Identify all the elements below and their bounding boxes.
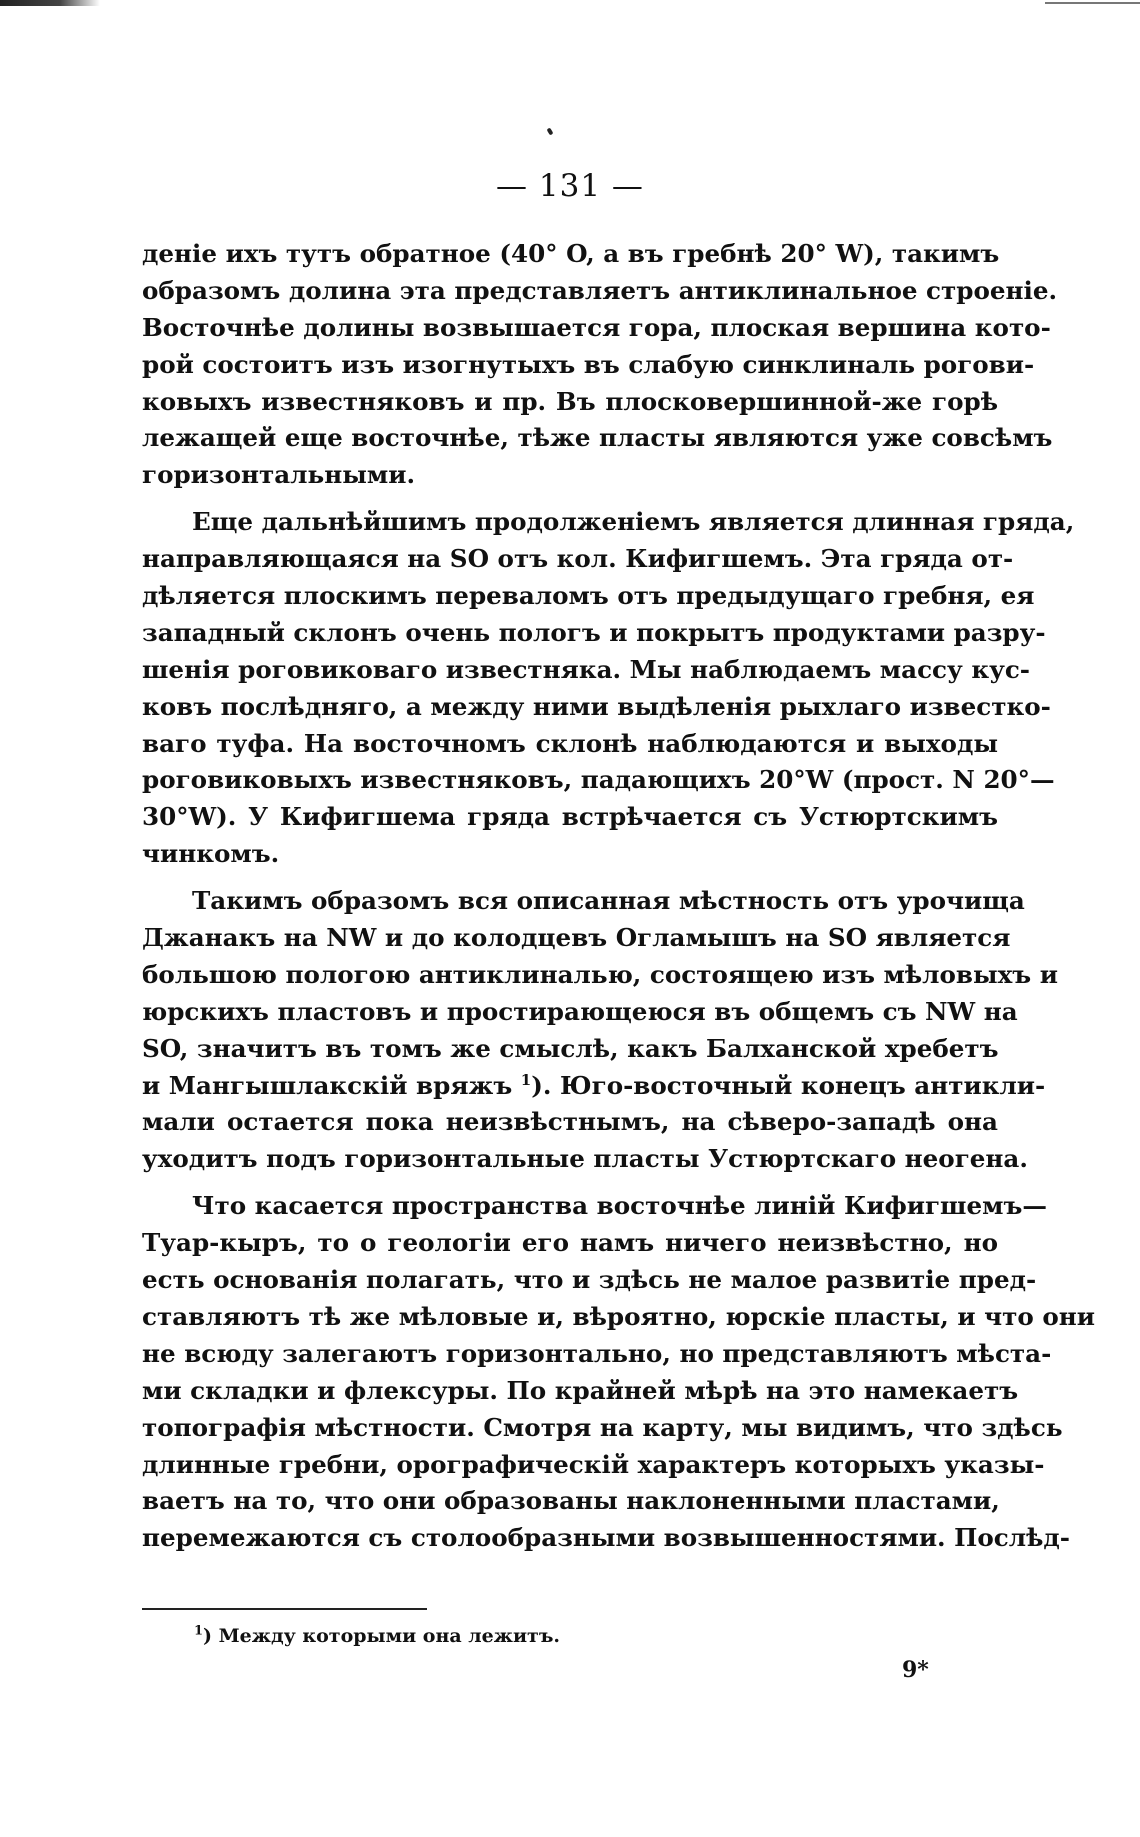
text-line: Еще дальнѣйшимъ продолженіемъ является длинная гряда,	[192, 507, 1075, 537]
line-end: ). Юго-восточный конецъ антикли-	[531, 1070, 1046, 1100]
line-start: и Мангышлакскій вряжъ	[142, 1070, 513, 1100]
text-line: дѣляется плоскимъ переваломъ отъ предыдущаго гребня, ея	[142, 581, 1035, 611]
text-line: большою пологою антиклиналью, состоящею изъ мѣловыхъ и	[142, 959, 1058, 989]
text-line: деніе ихъ тутъ обратное (40° O, а въ гребнѣ 20° W), такимъ	[142, 239, 1000, 268]
scan-edge-mark	[0, 0, 100, 6]
page-number: — 131 —	[496, 168, 644, 204]
text-line: есть основанія полагать, что и здѣсь не малое развитіе пред-	[142, 1265, 1037, 1295]
text-line: ми складки и флексуры. По крайней мѣрѣ на это намекаетъ	[142, 1375, 1019, 1405]
text-line: Туар-кыръ, то о геологіи его намъ ничего неизвѣстно, но	[142, 1228, 998, 1258]
text-line: SO, значитъ въ томъ же смыслѣ, какъ Балханской хребетъ	[142, 1033, 999, 1063]
text-line: уходитъ подъ горизонтальные пласты Устюртскаго неогена.	[142, 1144, 1028, 1174]
text-line: образомъ долина эта представляетъ антиклинальное строеніе.	[142, 275, 1058, 305]
text-line: юрскихъ пластовъ и простирающеюся въ общемъ съ NW на	[142, 996, 1018, 1026]
text-line: чинкомъ.	[142, 839, 280, 869]
text-line: западный склонъ очень пологъ и покрытъ продуктами разру-	[142, 617, 1046, 647]
text-line: направляющаяся на SO отъ кол. Кифигшемъ. Эта гряда от-	[142, 544, 1014, 574]
body-text	[142, 236, 1096, 1557]
footnote-text: ) Между которыми она лежитъ.	[203, 1625, 561, 1647]
footnote-divider	[142, 1608, 427, 1610]
text-line: ковыхъ известняковъ и пр. Въ плосковершинной-же горѣ	[142, 386, 998, 416]
text-line: топографія мѣстности. Смотря на карту, мы видимъ, что здѣсь	[142, 1412, 1063, 1442]
text-line: перемежаются съ столообразными возвышенностями. Послѣд-	[142, 1523, 1071, 1553]
scan-speck	[547, 127, 554, 135]
text-line: 30°W). У Кифигшема гряда встрѣчается съ Устюртскимъ	[142, 802, 998, 832]
text-line: Восточнѣе долины возвышается гора, плоская вершина кото-	[142, 312, 1051, 342]
text-line: мали остается пока неизвѣстнымъ, на сѣверо-западѣ она	[142, 1107, 998, 1137]
text-line: Такимъ образомъ вся описанная мѣстность отъ урочища	[192, 886, 1025, 916]
text-line: Что касается пространства восточнѣе линій Кифигшемъ—	[192, 1191, 1047, 1221]
text-line: Джанакъ на NW и до колодцевъ Огламышъ на SO является	[142, 923, 1011, 953]
text-line: горизонтальными.	[142, 460, 416, 490]
text-line: роговиковыхъ известняковъ, падающихъ 20°W (прост. N 20°—	[142, 765, 1055, 795]
text-line: не всюду залегаютъ горизонтально, но представляютъ мѣста-	[142, 1338, 1052, 1368]
footnote-marker: 1	[194, 1623, 204, 1639]
footnote-reference[interactable]: 1	[520, 1070, 532, 1089]
text-line: ваго туфа. На восточномъ склонѣ наблюдаются и выходы	[142, 728, 998, 758]
text-line: ваетъ на то, что они образованы наклоненными пластами,	[142, 1486, 1000, 1516]
text-line-with-footnote-ref	[142, 1068, 1046, 1105]
text-line: длинные гребни, орографическій характеръ которыхъ указы-	[142, 1449, 1045, 1479]
scan-edge-mark-right	[1045, 2, 1140, 4]
text-line: рой состоитъ изъ изогнутыхъ въ слабую синклиналь рогови-	[142, 349, 1035, 379]
text-line: лежащей еще восточнѣе, тѣже пласты являются уже совсѣмъ	[142, 423, 1053, 453]
text-line: шенія роговиковаго известняка. Мы наблюдаемъ массу кус-	[142, 654, 1031, 684]
signature-mark: 9*	[902, 1657, 929, 1683]
text-line: ковъ послѣдняго, а между ними выдѣленія рыхлаго известко-	[142, 691, 1051, 721]
text-line: ставляютъ тѣ же мѣловые и, вѣроятно, юрскіе пласты, и что они	[142, 1301, 1096, 1331]
footnote	[194, 1625, 560, 1647]
